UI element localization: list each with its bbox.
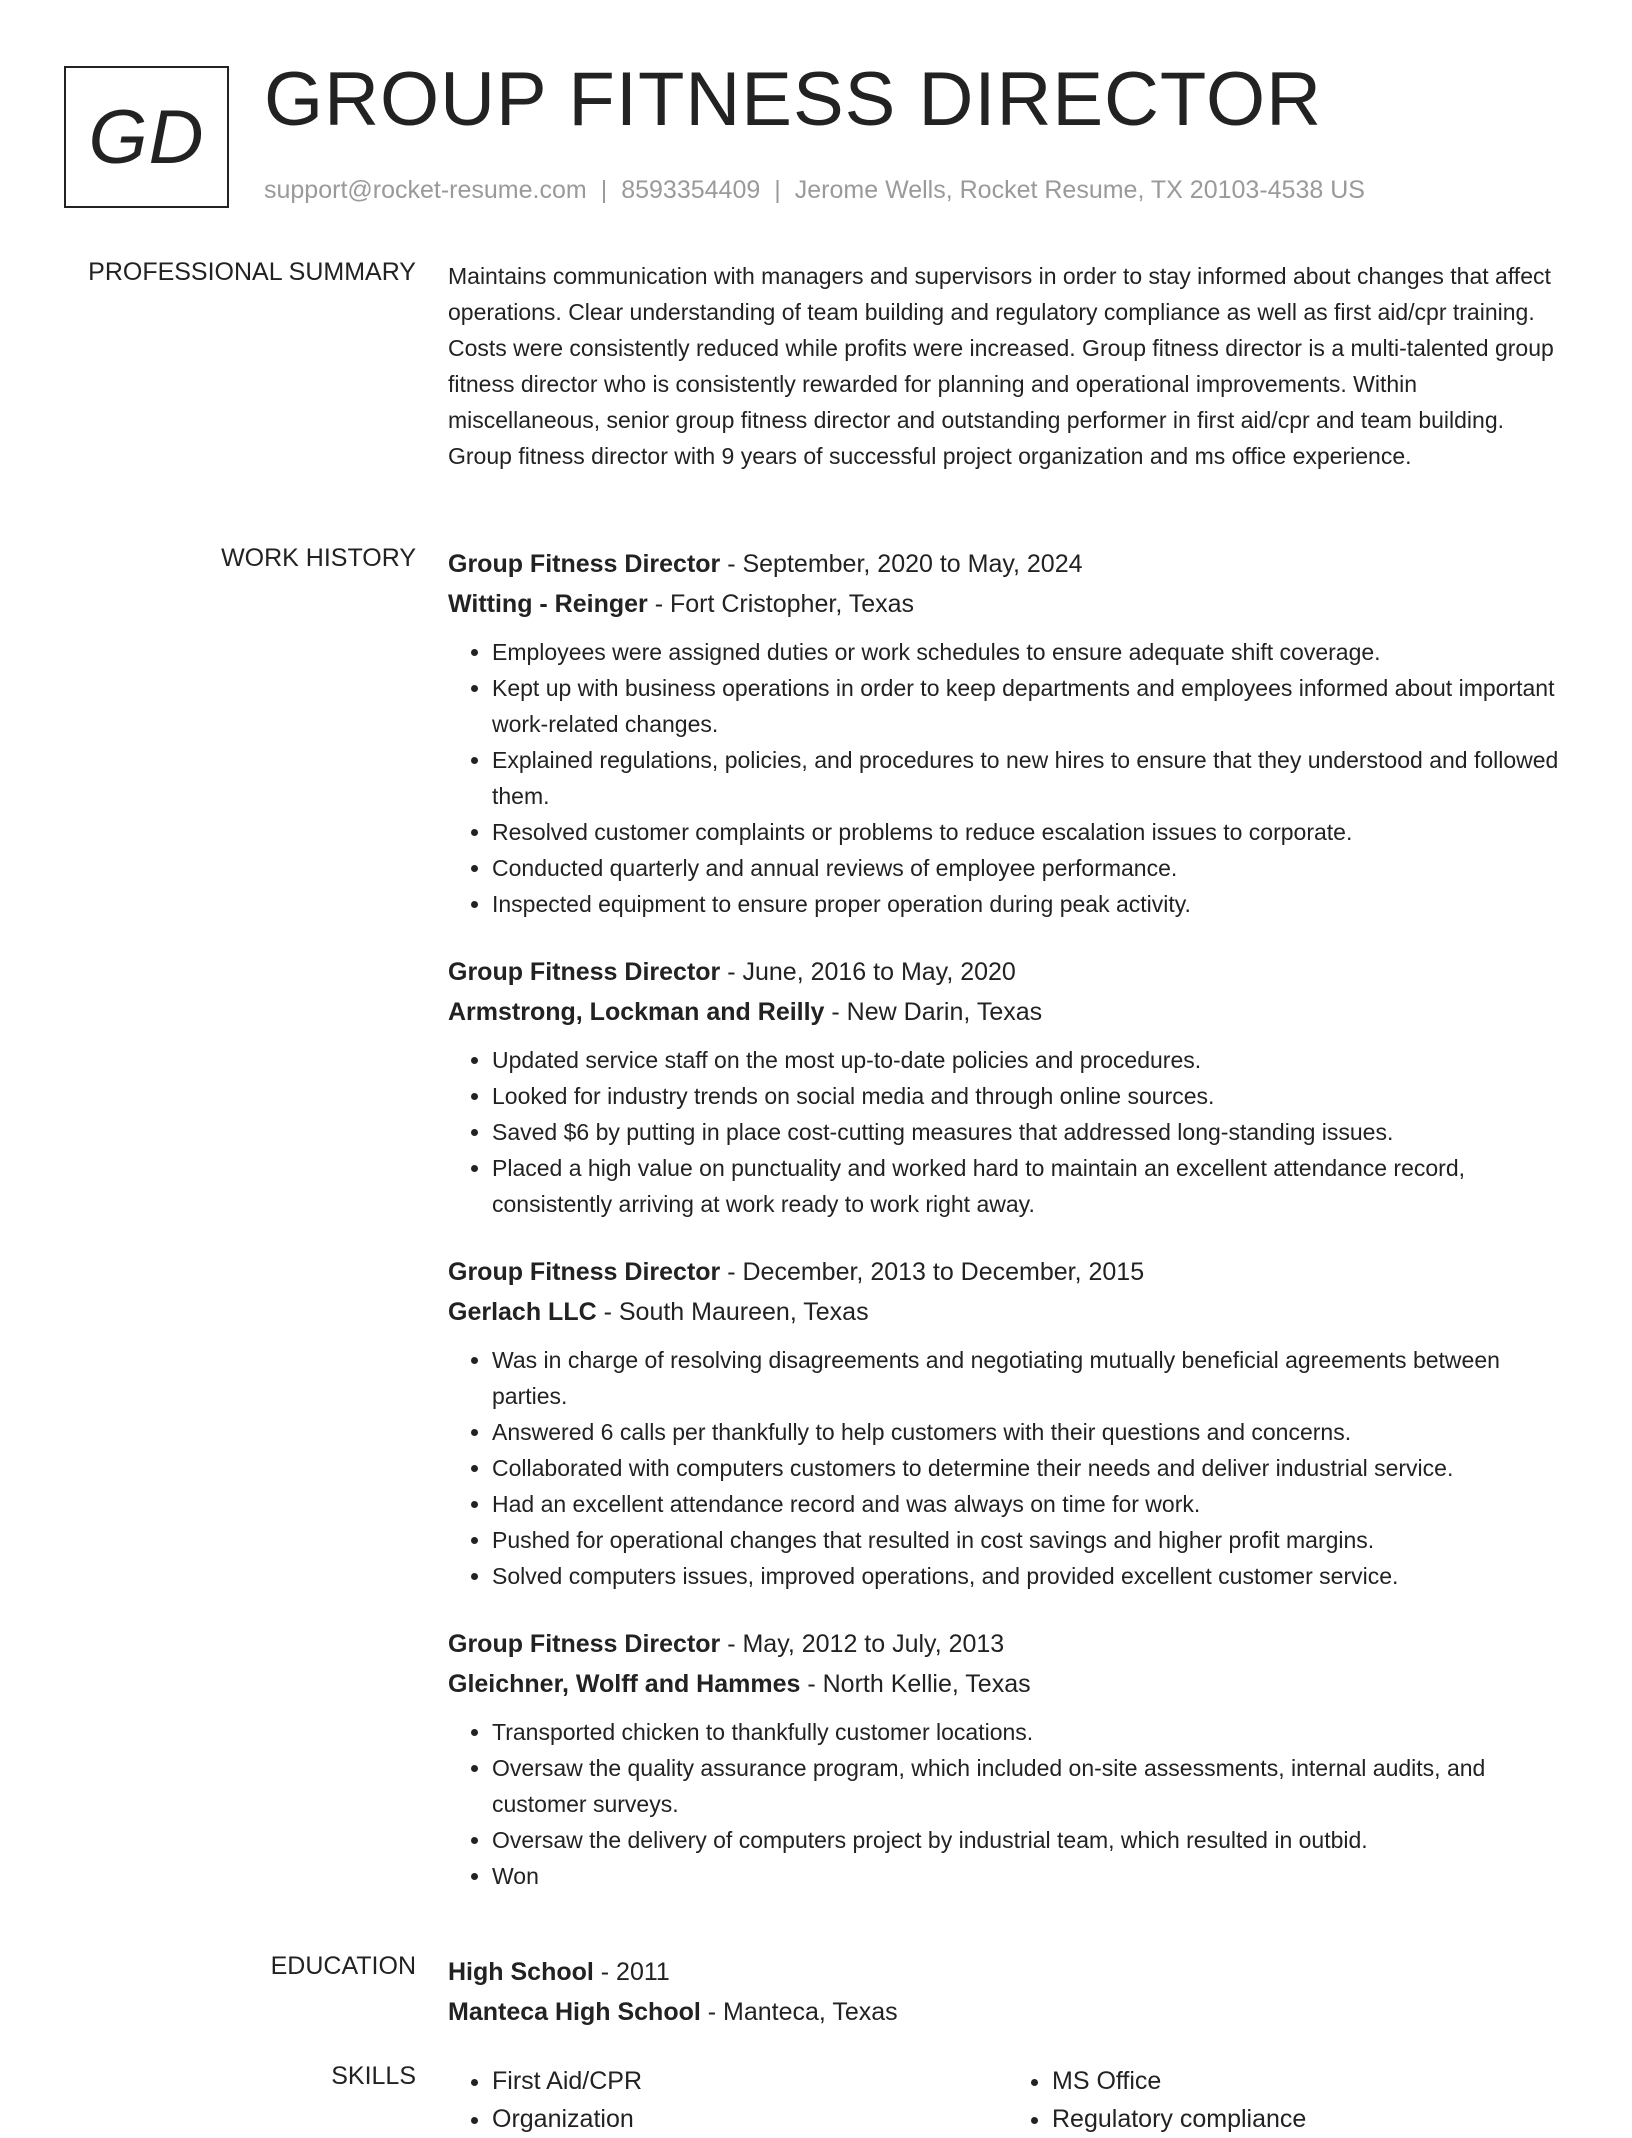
job-title: Group Fitness Director xyxy=(448,550,721,578)
job-company: Witting - Reinger xyxy=(448,590,648,618)
job-bullet: • Conducted quarterly and annual reviews of employee performance. xyxy=(492,850,1568,886)
job-title-line xyxy=(448,952,1568,992)
job-company-line xyxy=(448,584,1568,624)
job-bullet: • Looked for industry trends on social media and through online sources. xyxy=(492,1078,1568,1114)
education-school-line xyxy=(448,1992,1568,2032)
job-company-line xyxy=(448,992,1568,1032)
job-title: Group Fitness Director xyxy=(448,1258,721,1286)
job-bullet: • Resolved customer complaints or problems to reduce escalation issues to corporate. xyxy=(492,814,1568,850)
education-year: - 2011 xyxy=(593,1958,670,1986)
jobs-list xyxy=(448,544,1568,1924)
contact-phone[interactable]: 8593354409 xyxy=(621,176,761,204)
job-bullet: • Oversaw the delivery of computers project by industrial team, which resulted in outbid. xyxy=(492,1822,1568,1858)
contact-separator: | xyxy=(600,176,608,204)
summary-text: Maintains communication with managers and supervisors in order to stay informed about changes that affect operations. Clear understanding of team building and regulatory compliance as well as first aid/cpr training. Costs were consistently reduced while profits were increased. Group fitness director is a multi-talented group fitness director who is consistently rewarded for planning and operational improvements. Within miscellaneous, senior group fitness director and outstanding performer in first aid/cpr and team building. Group fitness director with 9 years of successful project organization and ms office experience. xyxy=(448,263,1554,469)
job-bullet: • Collaborated with computers customers to determine their needs and deliver industrial service. xyxy=(492,1450,1568,1486)
job-bullet: • Placed a high value on punctuality and worked hard to maintain an excellent attendance record, consistently arriving at work ready to work right away. xyxy=(492,1150,1568,1222)
job-bullets xyxy=(448,1342,1568,1594)
job-bullet: • Saved $6 by putting in place cost-cutting measures that addressed long-standing issues. xyxy=(492,1114,1568,1150)
job-company-line xyxy=(448,1292,1568,1332)
job-bullet: • Kept up with business operations in order to keep departments and employees informed about important work-related changes. xyxy=(492,670,1568,742)
skill-item: • MS Office xyxy=(1052,2062,1568,2100)
job-bullets xyxy=(448,1714,1568,1894)
monogram-initials: GD xyxy=(88,94,205,180)
job-location: - North Kellie, Texas xyxy=(800,1670,1031,1698)
contact-line xyxy=(264,176,1365,205)
resume-title: GROUP FITNESS DIRECTOR xyxy=(264,57,1322,142)
job-company: Armstrong, Lockman and Reilly xyxy=(448,998,825,1026)
job-company: Gleichner, Wolff and Hammes xyxy=(448,1670,801,1698)
education-degree: High School xyxy=(448,1958,594,1986)
job-bullets xyxy=(448,1042,1568,1222)
skills-columns xyxy=(448,2062,1568,2138)
job-bullet: • Answered 6 calls per thankfully to help customers with their questions and concerns. xyxy=(492,1414,1568,1450)
job-dates: - June, 2016 to May, 2020 xyxy=(720,958,1016,986)
job-entry xyxy=(448,1624,1568,1894)
job-bullet: • Transported chicken to thankfully customer locations. xyxy=(492,1714,1568,1750)
section-label-education: EDUCATION xyxy=(270,1952,416,1980)
skill-item: • Organization xyxy=(492,2100,1008,2138)
job-dates: - May, 2012 to July, 2013 xyxy=(720,1630,1005,1658)
section-label-skills: SKILLS xyxy=(331,2062,416,2090)
job-bullet: • Oversaw the quality assurance program, which included on-site assessments, internal audits, and customer surveys. xyxy=(492,1750,1568,1822)
job-title: Group Fitness Director xyxy=(448,958,721,986)
education-school: Manteca High School xyxy=(448,1998,701,2026)
contact-address: Jerome Wells, Rocket Resume, TX 20103-4538 US xyxy=(794,176,1365,204)
job-dates: - December, 2013 to December, 2015 xyxy=(720,1258,1145,1286)
skills-list-left xyxy=(448,2062,1008,2138)
education-degree-line xyxy=(448,1952,1568,1992)
job-bullet: • Won xyxy=(492,1858,1568,1894)
job-title-line xyxy=(448,544,1568,584)
section-label-summary: PROFESSIONAL SUMMARY xyxy=(88,258,416,286)
contact-separator: | xyxy=(774,176,781,204)
job-entry xyxy=(448,952,1568,1222)
job-entry xyxy=(448,1252,1568,1594)
job-bullet: • Had an excellent attendance record and was always on time for work. xyxy=(492,1486,1568,1522)
job-bullet: • Inspected equipment to ensure proper operation during peak activity. xyxy=(492,886,1568,922)
contact-email[interactable]: support@rocket-resume.com xyxy=(264,176,587,204)
job-company: Gerlach LLC xyxy=(448,1298,597,1326)
job-title-line xyxy=(448,1624,1568,1664)
job-location: - South Maureen, Texas xyxy=(596,1298,869,1326)
job-bullet: • Pushed for operational changes that resulted in cost savings and higher profit margins. xyxy=(492,1522,1568,1558)
job-location: - Fort Cristopher, Texas xyxy=(647,590,915,618)
job-title-line xyxy=(448,1252,1568,1292)
job-bullet: • Explained regulations, policies, and procedures to new hires to ensure that they understood and followed them. xyxy=(492,742,1568,814)
job-bullet: • Updated service staff on the most up-to-date policies and procedures. xyxy=(492,1042,1568,1078)
job-entry xyxy=(448,544,1568,922)
job-bullet: • Employees were assigned duties or work schedules to ensure adequate shift coverage. xyxy=(492,634,1568,670)
skills-list-right xyxy=(1008,2062,1568,2138)
section-label-work-history: WORK HISTORY xyxy=(221,544,416,572)
job-location: - New Darin, Texas xyxy=(824,998,1043,1026)
monogram-box xyxy=(64,66,229,208)
job-company-line xyxy=(448,1664,1568,1704)
job-dates: - September, 2020 to May, 2024 xyxy=(720,550,1083,578)
skill-item: • First Aid/CPR xyxy=(492,2062,1008,2100)
job-bullet: • Was in charge of resolving disagreements and negotiating mutually beneficial agreements between parties. xyxy=(492,1342,1568,1414)
education-location: - Manteca, Texas xyxy=(700,1998,898,2026)
job-bullets xyxy=(448,634,1568,922)
skill-item: • Regulatory compliance xyxy=(1052,2100,1568,2138)
job-title: Group Fitness Director xyxy=(448,1630,721,1658)
job-bullet: • Solved computers issues, improved operations, and provided excellent customer service. xyxy=(492,1558,1568,1594)
